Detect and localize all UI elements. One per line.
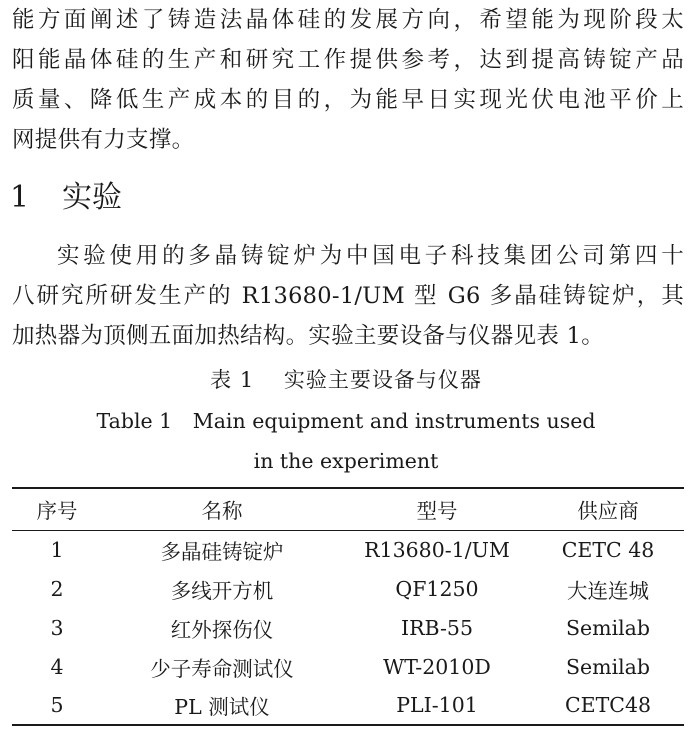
cell-name: 多晶硅铸锭炉 — [160, 539, 284, 564]
body-line: 八研究所研发生产的 R13680-1/UM 型 G6 多晶硅铸锭炉，其 — [12, 283, 684, 309]
table-row — [12, 686, 684, 725]
intro-line: 网提供有力支撑。 — [12, 127, 195, 153]
cell-name: PL 测试仪 — [102, 686, 342, 725]
cell-model: IRB-55 — [401, 615, 473, 640]
cell-model: PLI-101 — [342, 686, 532, 725]
body-paragraph — [12, 236, 684, 356]
table-caption-en-continued: in the experiment — [253, 449, 439, 473]
cell-index: 2 — [50, 576, 64, 601]
intro-paragraph — [12, 0, 684, 160]
section-number: 1 — [10, 180, 30, 215]
intro-line: 阳能晶体硅的生产和研究工作提供参考，达到提高铸锭产品 — [12, 47, 684, 73]
table-row — [12, 608, 684, 647]
cell-index: 4 — [50, 654, 64, 679]
cell-index: 1 — [50, 537, 64, 562]
cell-name: 多线开方机 — [170, 578, 274, 603]
intro-line: 能方面阐述了铸造法晶体硅的发展方向，希望能为现阶段太 — [12, 7, 684, 33]
cell-supplier: CETC48 — [532, 686, 684, 725]
cell-supplier: Semilab — [565, 615, 651, 640]
intro-line: 质量、降低生产成本的目的，为能早日实现光伏电池平价上 — [12, 87, 684, 113]
table-row — [12, 569, 684, 608]
header-model: 型号 — [342, 488, 532, 530]
body-line: 加热器为顶侧五面加热结构。实验主要设备与仪器见表 1。 — [12, 323, 605, 349]
cell-model: WT-2010D — [383, 654, 491, 679]
cell-index: 5 — [12, 686, 102, 725]
table-caption-en: Table 1 Main equipment and instruments used — [96, 409, 596, 433]
cell-name: 红外探伤仪 — [170, 617, 274, 642]
cell-supplier: Semilab — [565, 654, 651, 679]
header-name: 名称 — [102, 488, 342, 530]
equipment-table — [12, 487, 684, 726]
cell-model: QF1250 — [395, 576, 479, 601]
section-title: 实验 — [62, 180, 122, 215]
section-heading — [10, 176, 122, 220]
header-index: 序号 — [12, 488, 102, 530]
table-caption-zh: 表 1 实验主要设备与仪器 — [210, 368, 482, 392]
cell-name: 少子寿命测试仪 — [150, 656, 294, 681]
cell-model: R13680-1/UM — [364, 537, 510, 562]
table-row — [12, 530, 684, 569]
cell-supplier: 大连连城 — [567, 578, 649, 603]
cell-index: 3 — [50, 615, 64, 640]
table-row — [12, 647, 684, 686]
cell-supplier: CETC 48 — [561, 537, 655, 562]
header-supplier: 供应商 — [532, 488, 684, 530]
body-line: 实验使用的多晶铸锭炉为中国电子科技集团公司第四十 — [57, 243, 684, 269]
table-header-row — [12, 488, 684, 530]
